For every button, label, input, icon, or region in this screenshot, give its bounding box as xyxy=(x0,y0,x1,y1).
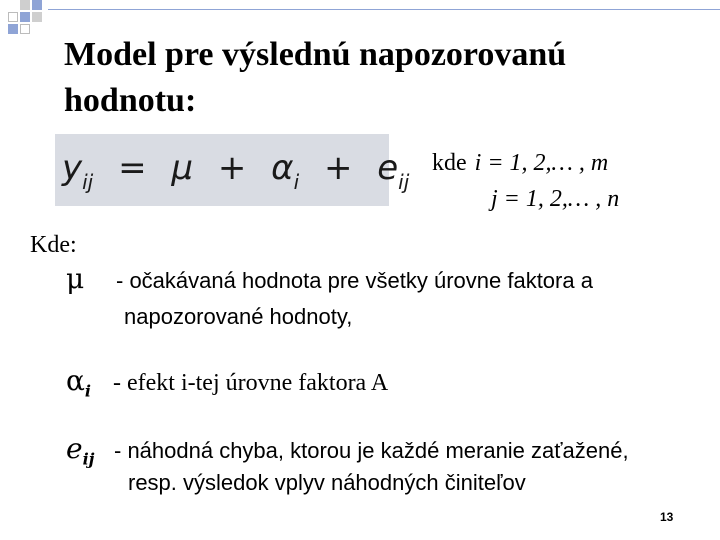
eq-y: y xyxy=(62,148,83,188)
slide-title xyxy=(64,32,704,124)
title-line-2: hodnotu: xyxy=(64,82,197,119)
definition-symbol-alpha xyxy=(66,364,91,401)
symbol-text: μ xyxy=(66,262,85,295)
corner-square xyxy=(20,12,30,22)
eq-plus: + xyxy=(217,148,247,188)
definition-alpha-line-1: - efekt i-tej úrovne faktora A xyxy=(113,370,389,396)
eq-alpha-sub: i xyxy=(293,170,300,194)
eq-plus: + xyxy=(323,148,353,188)
corner-square xyxy=(8,12,18,22)
definition-mu-line-1: - očakávaná hodnota pre všetky úrovne faktora a xyxy=(116,268,593,293)
symbol-text: α xyxy=(66,364,85,397)
corner-square xyxy=(20,24,30,34)
definition-symbol-mu xyxy=(66,262,84,295)
model-equation xyxy=(62,148,409,198)
corner-square xyxy=(8,24,18,34)
where-label: kde xyxy=(432,150,467,176)
range-i-text: i = 1, 2,… , m xyxy=(474,150,609,176)
definition-e-line-2: resp. výsledok vplyv náhodných činiteľov xyxy=(128,470,526,495)
symbol-text: e xyxy=(66,432,83,465)
definition-e-line-1: - náhodná chyba, ktorou je každé meranie zaťažené, xyxy=(114,438,629,463)
header-rule xyxy=(48,9,720,10)
definitions-heading: Kde: xyxy=(30,232,77,258)
index-range-i xyxy=(432,150,608,177)
corner-square xyxy=(32,0,42,10)
symbol-subscript: i xyxy=(84,381,91,401)
eq-y-sub: ij xyxy=(82,170,94,194)
eq-e-sub: ij xyxy=(398,170,410,194)
corner-square xyxy=(20,0,30,10)
symbol-subscript: ij xyxy=(82,449,95,469)
index-range-j xyxy=(491,186,619,213)
title-line-1: Model pre výslednú napozorovanú xyxy=(64,36,567,73)
eq-equals: = xyxy=(118,148,147,188)
corner-square xyxy=(32,12,42,22)
eq-mu: μ xyxy=(171,148,194,188)
definition-symbol-e xyxy=(66,432,94,469)
definition-mu-line-2: napozorované hodnoty, xyxy=(124,304,353,329)
eq-alpha: α xyxy=(271,148,294,188)
range-j-text: j = 1, 2,… , n xyxy=(491,186,620,212)
page-number: 13 xyxy=(660,510,674,524)
eq-e: e xyxy=(377,148,399,188)
